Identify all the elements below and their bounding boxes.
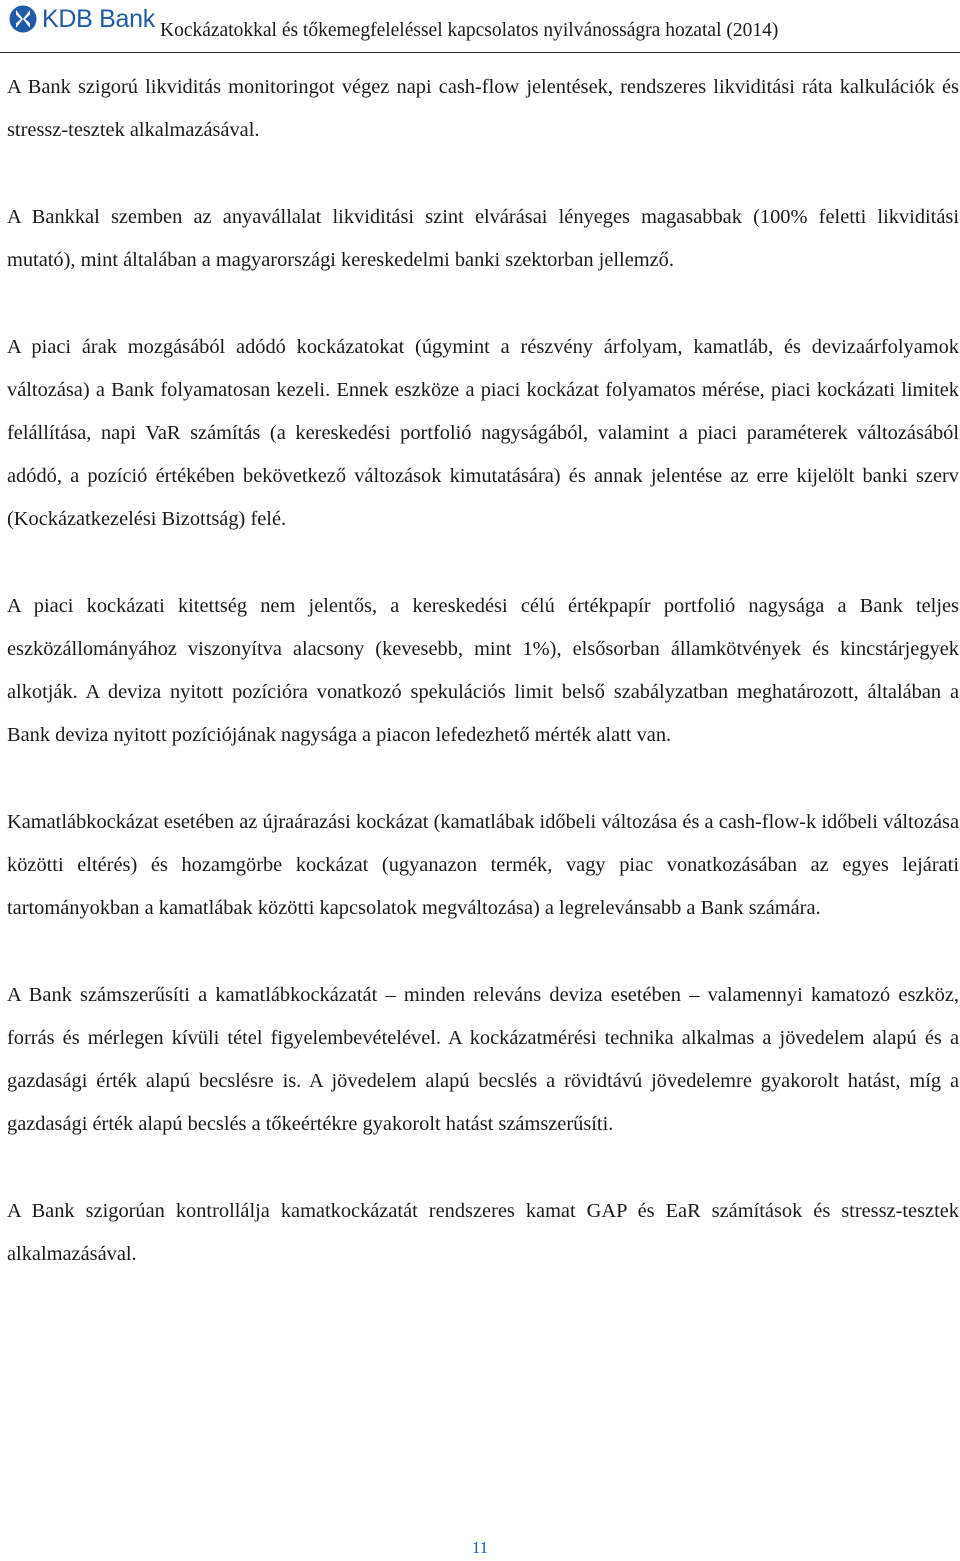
document-title: Kockázatokkal és tőkemegfeleléssel kapcsolatos nyilvánosságra hozatal (2014) bbox=[160, 20, 779, 41]
kdb-logo-icon bbox=[8, 4, 38, 34]
paragraph-liquidity-expectations: A Bankkal szemben az anyavállalat likviditási szint elvárásai lényeges magasabbak (100% feletti likviditási mutató), mint általában a magyarországi kereskedelmi banki szektorban jellemző. bbox=[7, 206, 959, 271]
paragraph-liquidity-monitoring: A Bank szigorú likviditás monitoringot végez napi cash-flow jelentések, rendszeres likviditási ráta kalkulációk és stressz-tesztek alkalmazásával. bbox=[7, 76, 959, 141]
paragraph-market-risk-management: A piaci árak mozgásából adódó kockázatokat (úgymint a részvény árfolyam, kamatláb, és devizaárfolyamok változása) a Bank folyamatosan kezeli. Ennek eszköze a piaci kockázat folyamatos mérése, piaci kockázati limitek felállítása, napi VaR számítás (a kereskedési portfolió nagyságából, valamint a piaci paraméterek változásából adódó, a pozíció értékében bekövetkező változások kimutatására) és annak jelentése az erre kijelölt banki szerv (Kockázatkezelési Bizottság) felé. bbox=[7, 336, 959, 530]
logo-text: KDB Bank bbox=[42, 4, 155, 33]
paragraph-interest-rate-control: A Bank szigorúan kontrollálja kamatkockázatát rendszeres kamat GAP és EaR számítások és stressz-tesztek alkalmazásával. bbox=[7, 1200, 959, 1265]
page-header bbox=[0, 0, 960, 53]
paragraph-interest-rate-risk: Kamatlábkockázat esetében az újraárazási kockázat (kamatlábak időbeli változása és a cash-flow-k időbeli változása közötti eltérés) és hozamgörbe kockázat (ugyanazon termék, vagy piac vonatkozásában az egyes lejárati tartományokban a kamatlábak közötti kapcsolatok megváltozása) a legrelevánsabb a Bank számára. bbox=[7, 811, 959, 919]
paragraph-market-risk-exposure: A piaci kockázati kitettség nem jelentős, a kereskedési célú értékpapír portfolió nagysága a Bank teljes eszközállományához viszonyítva alacsony (kevesebb, mint 1%), elsősorban államkötvények és kincstárjegyek alkotják. A deviza nyitott pozícióra vonatkozó spekulációs limit belső szabályzatban meghatározott, általában a Bank deviza nyitott pozíciójának nagysága a piacon lefedezhető mérték alatt van. bbox=[7, 595, 959, 746]
page-number: 11 bbox=[471, 1538, 489, 1557]
paragraph-interest-rate-quantification: A Bank számszerűsíti a kamatlábkockázatát – minden releváns deviza esetében – valamennyi kamatozó eszköz, forrás és mérlegen kívüli tétel figyelembevételével. A kockázatmérési technika alkalmas a jövedelem alapú és a gazdasági érték alapú becslésre is. A jövedelem alapú becslés a rövidtávú jövedelemre gyakorolt hatást, míg a gazdasági érték alapú becslés a tőkeértékre gyakorolt hatást számszerűsíti. bbox=[7, 984, 959, 1135]
kdb-logo bbox=[8, 4, 155, 34]
document-body bbox=[7, 66, 959, 1320]
